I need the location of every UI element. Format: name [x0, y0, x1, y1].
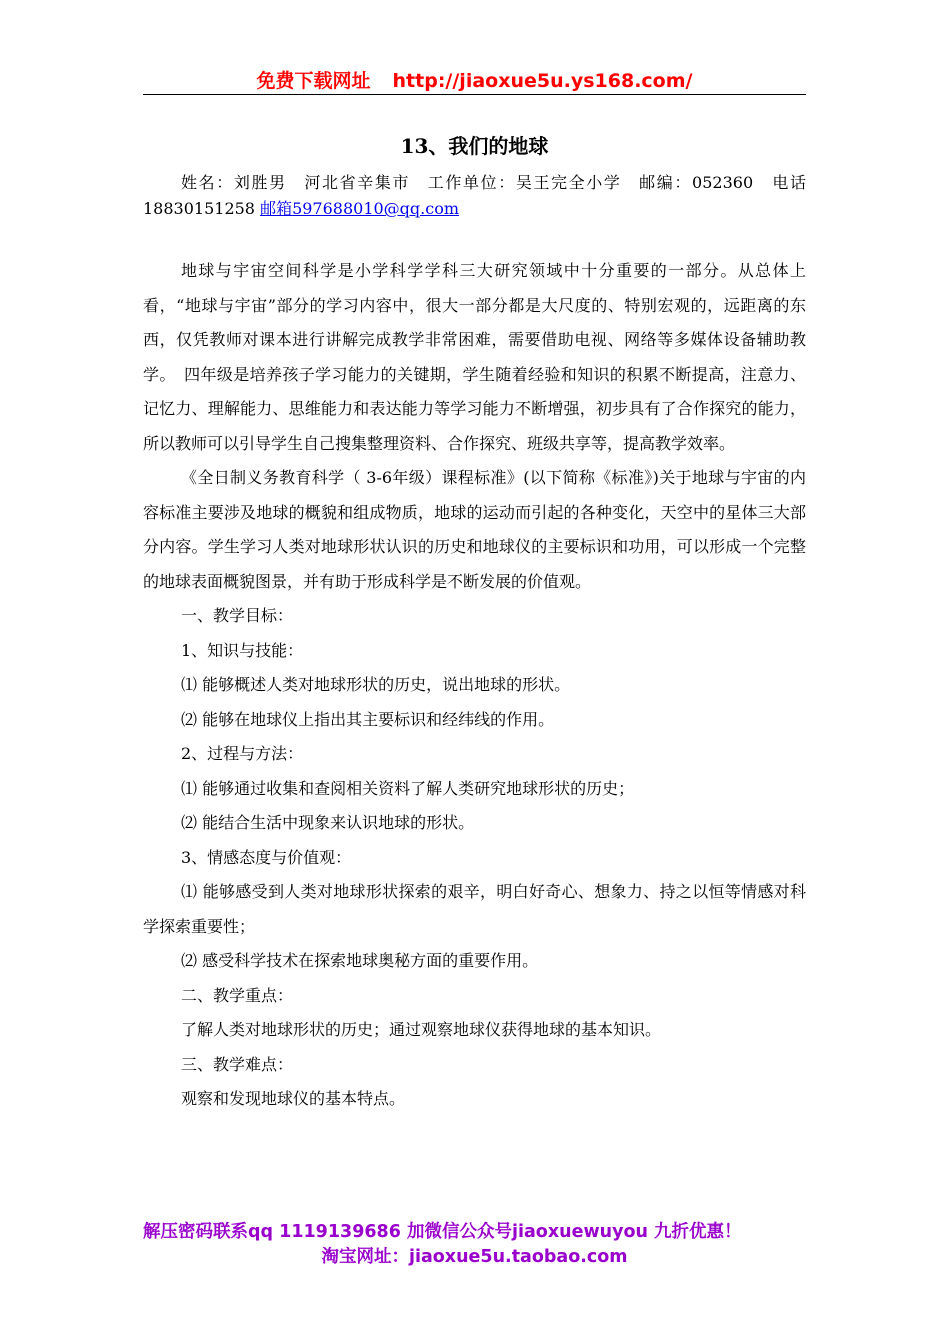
header-label: 免费下载网址 [256, 70, 371, 92]
subsection-heading: 1、知识与技能： [181, 640, 304, 660]
list-item: ⑴ 能够通过收集和查阅相关资料了解人类研究地球形状的历史； [181, 778, 635, 798]
list-item: ⑵ 感受科学技术在探索地球奥秘方面的重要作用。 [181, 951, 539, 970]
document-title: 13、我们的地球 [400, 134, 549, 158]
header-url-link[interactable]: http://jiaoxue5u.ys168.com/ [392, 70, 693, 92]
section-heading: 三、教学难点： [181, 1054, 294, 1074]
list-item: ⑴ 能够感受到人类对地球形状探索的艰辛，明白好奇心、想象力、持之以恒等情感对科学探索重要性； [143, 882, 806, 936]
subsection-heading: 2、过程与方法： [181, 744, 304, 763]
section-heading: 一、教学目标： [181, 606, 294, 625]
paragraph: 地球与宇宙空间科学是小学科学学科三大研究领域中十分重要的一部分。从总体上看，“地球与宇宙”部分的学习内容中，很大一部分都是大尺度的、特别宏观的，远距离的东西，仅凭教师对课本进行讲解完成教学非常困难，需要借助电视、网络等多媒体设备辅助教学。 四年级是培养孩子学习能力的关键期，学生随着经验和知识的积累不断提高，注意力、记忆力、理解能力、思维能力和表达能力等学习能力不断增强，初步具有了合作探究的能力，所以教师可以引导学生自己搜集整理资料、合作探究、班级共享等，提高教学效率。 [143, 261, 806, 453]
paragraph: 了解人类对地球形状的历史；通过观察地球仪获得地球的基本知识。 [181, 1020, 662, 1039]
list-item: ⑴ 能够概述人类对地球形状的历史，说出地球的形状。 [181, 675, 571, 694]
email-link[interactable]: 邮箱597688010@qq.com [260, 199, 460, 218]
author-details: 姓名：刘胜男 河北省辛集市 工作单位：吴王完全小学 邮编：052360 电话18830151258 [143, 173, 806, 218]
footer-shop-link[interactable]: 淘宝网址：jiaoxue5u.taobao.com [321, 1247, 628, 1267]
page-header [143, 66, 806, 94]
document-body [143, 254, 806, 1117]
paragraph: 《全日制义务教育科学（ 3-6年级）课程标准》(以下简称《标准》)关于地球与宇宙的内容标准主要涉及地球的概貌和组成物质，地球的运动而引起的各种变化，天空中的星体三大部分内容。学生学习人类对地球形状认识的历史和地球仪的主要标识和功用，可以形成一个完整的地球表面概貌图景，并有助于形成科学是不断发展的价值观。 [143, 468, 806, 591]
list-item: ⑵ 能够在地球仪上指出其主要标识和经纬线的作用。 [181, 709, 555, 729]
list-item: ⑵ 能结合生活中现象来认识地球的形状。 [181, 813, 475, 832]
header-divider [143, 94, 806, 95]
section-heading: 二、教学重点： [181, 985, 294, 1005]
subsection-heading: 3、情感态度与价值观： [181, 847, 352, 867]
author-info [143, 170, 806, 222]
paragraph: 观察和发现地球仪的基本特点。 [181, 1089, 406, 1108]
footer-contact: 解压密码联系qq 1119139686 加微信公众号jiaoxuewuyou 九折优惠！ [143, 1222, 742, 1242]
